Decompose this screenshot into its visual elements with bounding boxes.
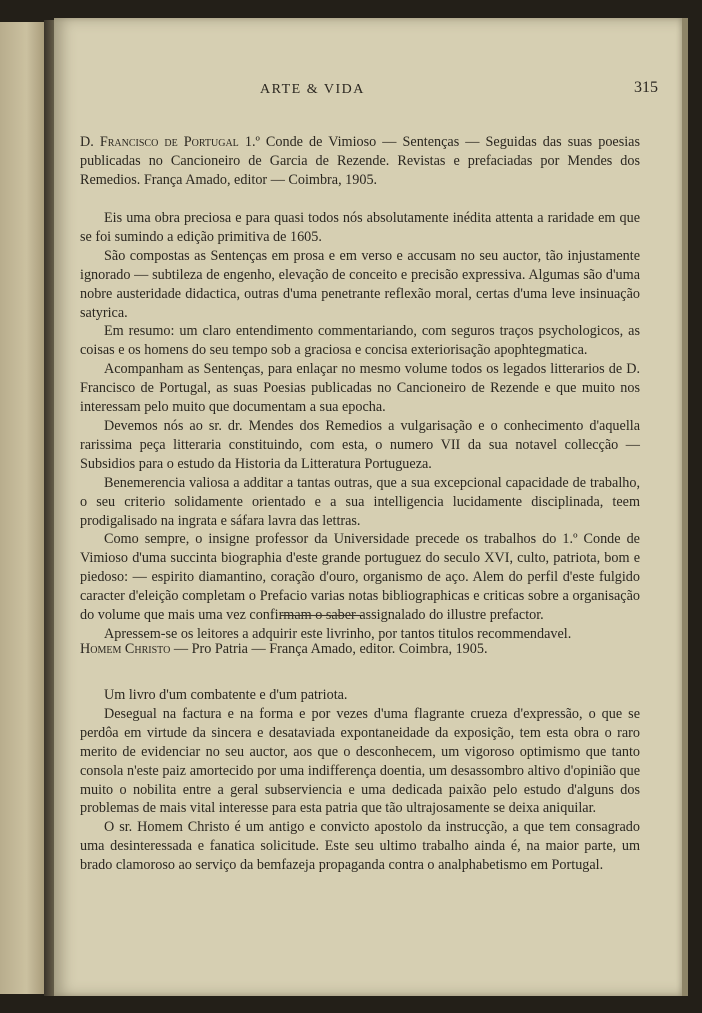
review-body xyxy=(80,686,640,875)
paragraph: Devemos nós ao sr. dr. Mendes dos Remedios a vulgarisação e o conhecimento d'aquella rarissima peça litteraria constituindo, com esta, o numero VII da sua notavel collecção — Subsidios para o estudo da Historia da Litteratura Portugueza. xyxy=(80,417,640,472)
review-author: D. Francisco de Portugal xyxy=(80,134,239,150)
review-citation xyxy=(80,640,640,659)
paragraph: Apressem-se os leitores a adquirir este livrinho, por tantos titulos recommendavel. xyxy=(104,625,572,642)
paragraph: São compostas as Sentenças em prosa e em verso e accusam no seu auctor, tão injustamente ignorado — subtileza de engenho, elevação de conceito e precisão expressiva. Algumas são d'uma nobre austeridade didactica, outras d'uma penetrante reflexão moral, certas d'uma leve insinuação satyrica. xyxy=(80,247,640,321)
running-title: ARTE & VIDA xyxy=(260,82,365,97)
paragraph: Acompanham as Sentenças, para enlaçar no mesmo volume todos os legados litterarios de D. Francisco de Portugal, as suas Poesias publicadas no Cancioneiro de Rezende e que muito nos interessam pelo muito que documentam a sua epocha. xyxy=(80,361,640,416)
review-body xyxy=(80,209,640,644)
review-citation xyxy=(80,133,640,190)
paragraph: Desegual na factura e na forma e por vezes d'uma flagrante crueza d'expressão, o que se perdôa em virtude da sincera e desataviada expontaneidade da exposição, tem esta obra o raro merito de evidenciar no seu auctor, aos que o desconhecem, um vigoroso optimismo que tanto consola n'este paiz amortecido por uma indifferença doentia, um desassombro altivo d'opinião que muito o nobilita entre a geral subserviencia e uma dedicada paixão pelo estudo d'alguns dos problemas de mais vital interesse para esta patria que tão ultrajosamente se deixa aniquilar. xyxy=(80,705,640,817)
paragraph: Um livro d'um combatente e d'um patriota. xyxy=(104,687,348,703)
section-divider xyxy=(281,615,363,616)
review-author: Homem Christo xyxy=(80,641,171,657)
paragraph: Como sempre, o insigne professor da Universidade precede os trabalhos do 1.º Conde de Vimioso d'uma succinta biographia d'este grande portuguez do seculo XVI, culto, patriota, bom e piedoso: — espirito diamantino, coração d'ouro, organismo de aço. Alem do perfil d'este fulgido caracter d'eleição completam o Prefacio varias notas bibliographicas e criticas sobre a organisação do volume que mais uma vez confirmam o saber assignalado do illustre prefactor. xyxy=(80,531,640,624)
page-edge xyxy=(682,18,688,996)
left-page-edge xyxy=(0,22,44,994)
paragraph: O sr. Homem Christo é um antigo e convicto apostolo da instrucção, a que tem consagrado uma desinteressada e fanatica solicitude. Este seu ultimo trabalho ainda é, na maior parte, um brado clamoroso ao serviço da bemfazeja propaganda contra o analphabetismo em Portugal. xyxy=(80,819,640,874)
paragraph: Eis uma obra preciosa e para quasi todos nós absolutamente inédita attenta a raridade em que se foi sumindo a edição primitiva de 1605. xyxy=(80,210,640,245)
page-number: 315 xyxy=(634,79,658,96)
paragraph: Benemerencia valiosa a additar a tantas outras, que a sua excepcional capacidade de trabalho, o seu criterio solidamente orientado e a sua intelligencia lucidamente disciplinada, teem prodigalisado na ingrata e sáfara lavra das lettras. xyxy=(80,474,640,529)
citation-text: — Pro Patria — França Amado, editor. Coimbra, 1905. xyxy=(170,641,488,657)
paragraph: Em resumo: um claro entendimento commentariando, com seguros traços psychologicos, as coisas e os homens do seu tempo sob a graciosa e concisa exteriorisação apophtegmatica. xyxy=(80,323,640,359)
citation-text: 1.º Conde de Vimioso — Sentenças — Seguidas das suas poesias publicadas no Cancioneiro de Garcia de Rezende. Revistas e prefaciadas por Mendes dos Remedios. França Amado, editor — Coimbra, 1905. xyxy=(80,134,640,188)
